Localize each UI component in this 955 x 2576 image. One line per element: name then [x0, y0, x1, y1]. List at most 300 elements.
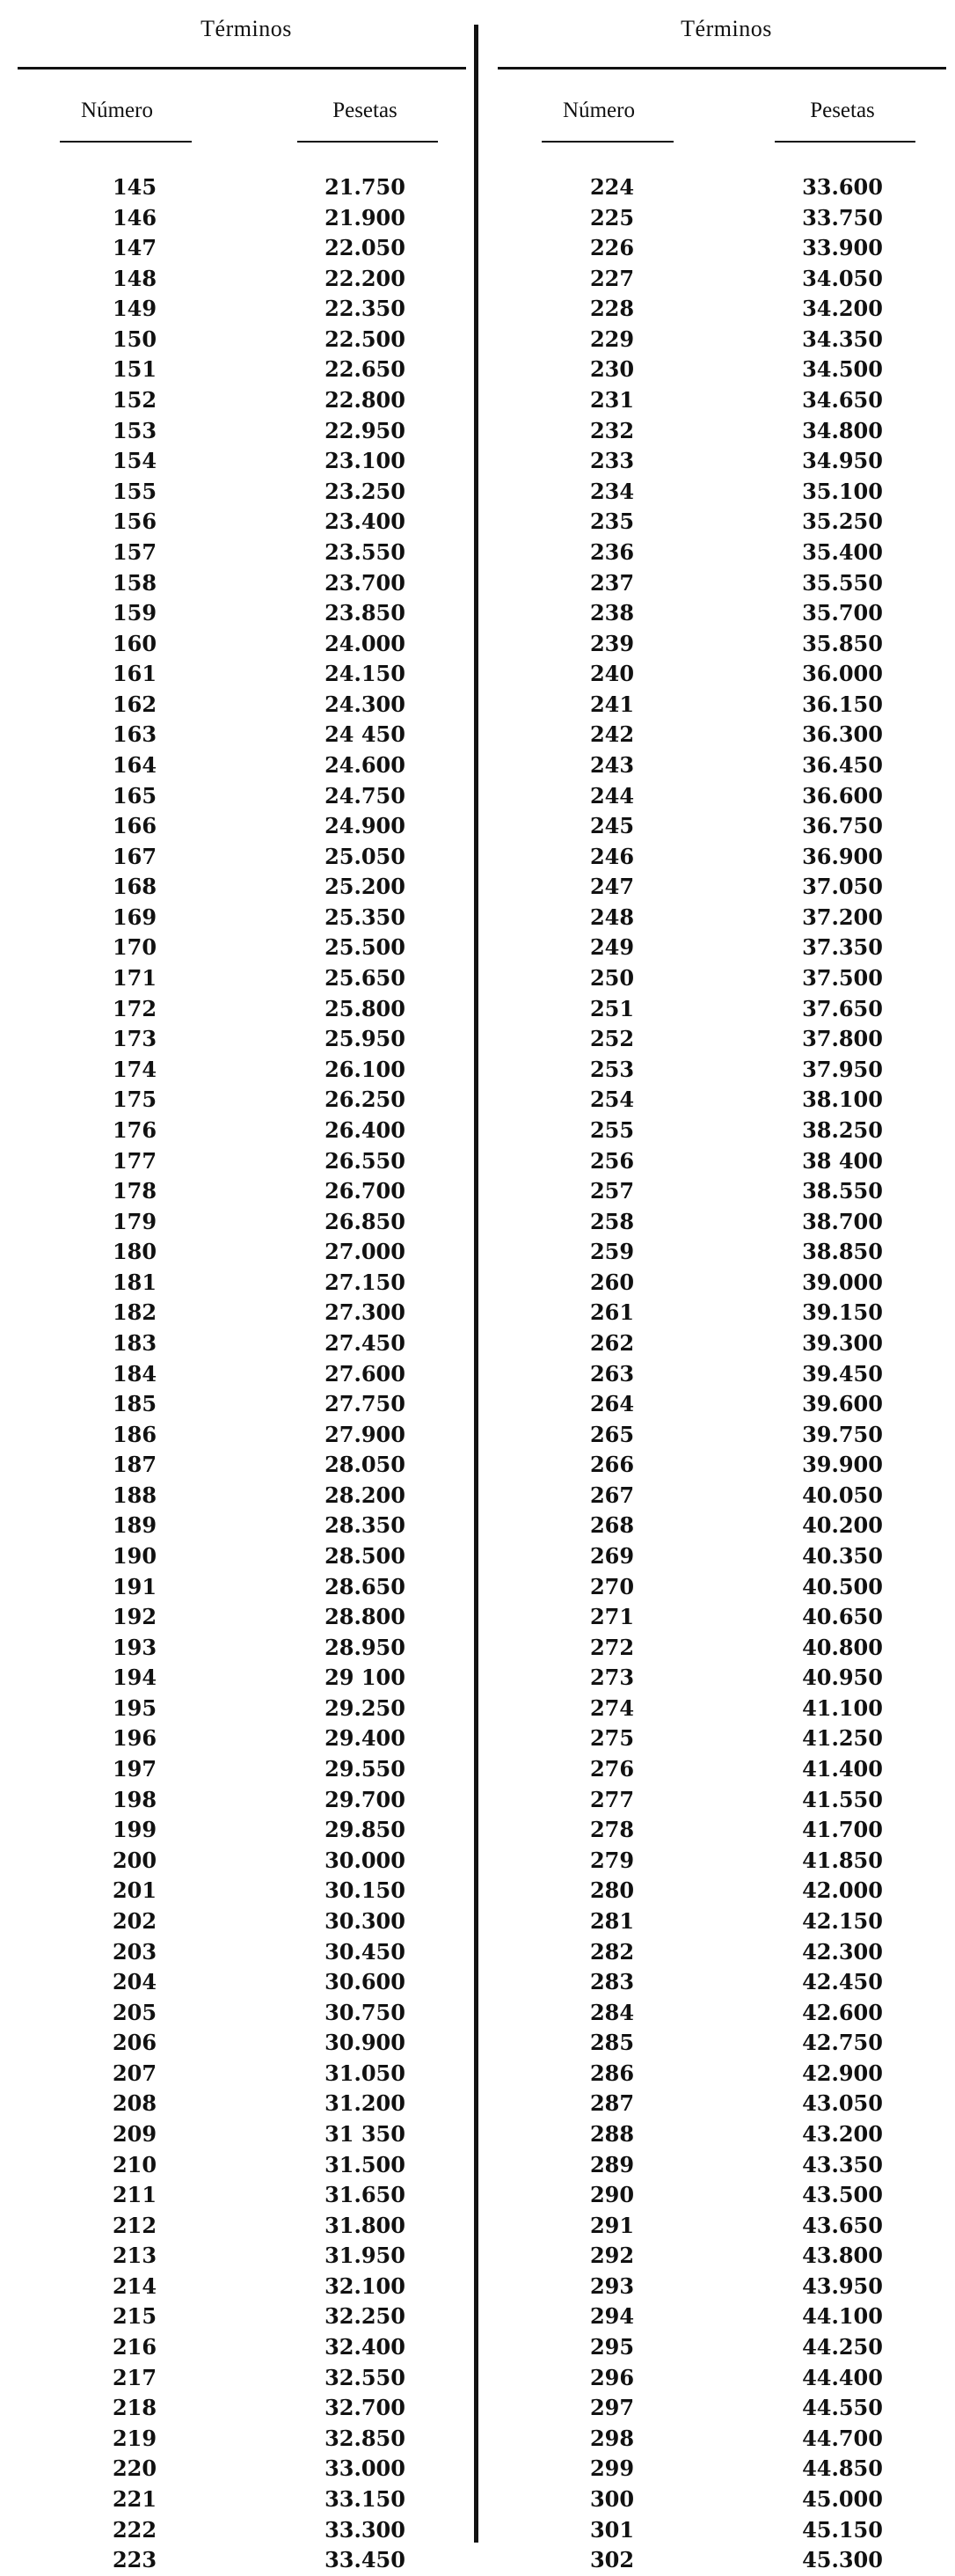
row-number: 229: [589, 326, 635, 352]
row-number: 272: [589, 1634, 635, 1660]
column-header-pesetas: Pesetas: [810, 99, 875, 122]
column-header-number: Número: [81, 99, 153, 122]
row-number: 150: [112, 326, 157, 352]
group-title: Términos: [200, 16, 292, 41]
table-row: [498, 1906, 955, 1937]
row-pesetas: 33.150: [324, 2485, 405, 2512]
row-number: 206: [112, 2030, 157, 2056]
table-row: [18, 1723, 475, 1754]
row-number: 167: [112, 843, 157, 869]
table-row: [18, 355, 475, 385]
table-row: [18, 2424, 475, 2455]
row-number: 278: [589, 1817, 635, 1843]
row-number: 180: [112, 1239, 157, 1265]
table-row: [18, 2332, 475, 2363]
table-row: [18, 994, 475, 1025]
row-pesetas: 36.900: [802, 843, 883, 869]
table-row: [18, 659, 475, 690]
row-pesetas: 32.400: [324, 2334, 405, 2360]
row-pesetas: 33.900: [802, 235, 883, 261]
row-pesetas: 27.150: [324, 1269, 405, 1295]
row-number: 264: [589, 1391, 635, 1417]
row-pesetas: 30.150: [324, 1877, 405, 1904]
row-number: 204: [112, 1969, 157, 1995]
row-number: 294: [589, 2303, 635, 2330]
table-row: [18, 2211, 475, 2242]
row-number: 222: [112, 2516, 157, 2543]
table-row: [18, 811, 475, 842]
row-number: 252: [589, 1026, 635, 1052]
table-row: [498, 2515, 955, 2546]
row-pesetas: 29.400: [324, 1725, 405, 1752]
table-row: [498, 872, 955, 903]
row-number: 281: [589, 1907, 635, 1934]
row-number: 247: [589, 874, 635, 900]
table-row: [18, 2028, 475, 2059]
row-number: 249: [589, 934, 635, 961]
row-pesetas: 40.500: [802, 1573, 883, 1599]
row-pesetas: 28.800: [324, 1604, 405, 1630]
row-pesetas: 42.600: [802, 1999, 883, 2025]
table-row: [498, 2485, 955, 2515]
row-number: 262: [589, 1329, 635, 1356]
row-pesetas: 36.150: [802, 691, 883, 717]
row-number: 212: [112, 2212, 157, 2238]
row-pesetas: 23.400: [324, 509, 405, 535]
table-row: [18, 446, 475, 477]
row-pesetas: 39.600: [802, 1391, 883, 1417]
row-pesetas: 31 350: [324, 2121, 405, 2147]
row-number: 207: [112, 2060, 157, 2086]
table-row: [18, 1146, 475, 1177]
row-number: 216: [112, 2334, 157, 2360]
row-pesetas: 41.700: [802, 1817, 883, 1843]
row-number: 260: [589, 1269, 635, 1295]
row-pesetas: 37.500: [802, 965, 883, 992]
row-number: 191: [112, 1573, 157, 1599]
table-row: [498, 1846, 955, 1877]
row-number: 200: [112, 1847, 157, 1873]
table-row: [498, 2150, 955, 2181]
row-number: 179: [112, 1208, 157, 1234]
row-number: 208: [112, 2090, 157, 2117]
group-title: Términos: [681, 16, 772, 41]
table-row: [498, 2241, 955, 2272]
table-row: [498, 1207, 955, 1238]
row-number: 282: [589, 1938, 635, 1965]
table-row: [498, 1055, 955, 1086]
row-number: 242: [589, 721, 635, 748]
table-row: [18, 2454, 475, 2485]
table-row: [18, 1511, 475, 1541]
row-number: 211: [112, 2182, 157, 2208]
table-row: [498, 1663, 955, 1694]
row-pesetas: 27.300: [324, 1299, 405, 1326]
row-number: 183: [112, 1329, 157, 1356]
row-pesetas: 44.100: [802, 2303, 883, 2330]
row-number: 221: [112, 2485, 157, 2512]
table-row: [498, 294, 955, 325]
table-row: [18, 1389, 475, 1420]
row-pesetas: 32.850: [324, 2425, 405, 2451]
row-number: 202: [112, 1907, 157, 1934]
row-number: 161: [112, 661, 157, 687]
row-number: 184: [112, 1360, 157, 1387]
table-row: [498, 1633, 955, 1664]
row-pesetas: 31.950: [324, 2243, 405, 2269]
row-pesetas: 41.850: [802, 1847, 883, 1873]
table-row: [18, 1967, 475, 1998]
table-row: [498, 416, 955, 447]
row-number: 280: [589, 1877, 635, 1904]
row-pesetas: 28.200: [324, 1482, 405, 1508]
table-row: [498, 1389, 955, 1420]
table-row: [18, 1055, 475, 1086]
table-row: [18, 2485, 475, 2515]
row-number: 219: [112, 2425, 157, 2451]
table-row: [18, 1450, 475, 1481]
row-number: 168: [112, 874, 157, 900]
table-row: [498, 2363, 955, 2394]
table-row: [498, 1298, 955, 1328]
table-row: [498, 355, 955, 385]
row-pesetas: 45.150: [802, 2516, 883, 2543]
table-row: [18, 1085, 475, 1116]
table-row: [18, 1785, 475, 1816]
row-number: 271: [589, 1604, 635, 1630]
table-row: [498, 1785, 955, 1816]
table-row: [498, 2272, 955, 2302]
row-pesetas: 37.950: [802, 1056, 883, 1082]
table-row: [498, 2332, 955, 2363]
table-row: [498, 1116, 955, 1146]
row-pesetas: 37.800: [802, 1026, 883, 1052]
row-pesetas: 33.000: [324, 2455, 405, 2482]
row-number: 284: [589, 1999, 635, 2025]
table-row: [498, 2545, 955, 2576]
table-row: [498, 2302, 955, 2332]
table-row: [18, 233, 475, 264]
row-pesetas: 26.700: [324, 1178, 405, 1204]
row-number: 188: [112, 1482, 157, 1508]
row-number: 187: [112, 1452, 157, 1478]
row-number: 156: [112, 509, 157, 535]
table-row: [18, 933, 475, 963]
table-row: [498, 2059, 955, 2089]
table-row: [498, 1024, 955, 1055]
row-number: 163: [112, 721, 157, 748]
row-pesetas: 42.300: [802, 1938, 883, 1965]
row-number: 283: [589, 1969, 635, 1995]
row-number: 287: [589, 2090, 635, 2117]
row-number: 197: [112, 1756, 157, 1782]
row-pesetas: 40.950: [802, 1665, 883, 1691]
row-pesetas: 27.750: [324, 1391, 405, 1417]
table-row: [498, 2180, 955, 2211]
row-number: 291: [589, 2212, 635, 2238]
row-number: 203: [112, 1938, 157, 1965]
row-pesetas: 43.800: [802, 2243, 883, 2269]
table-row: [498, 507, 955, 538]
row-pesetas: 26.250: [324, 1087, 405, 1113]
table-row: [498, 2424, 955, 2455]
row-pesetas: 26.100: [324, 1056, 405, 1082]
row-number: 154: [112, 448, 157, 474]
row-pesetas: 44.250: [802, 2334, 883, 2360]
row-pesetas: 38.100: [802, 1087, 883, 1113]
table-row: [18, 720, 475, 750]
row-number: 151: [112, 356, 157, 383]
row-pesetas: 40.200: [802, 1512, 883, 1539]
row-pesetas: 25.500: [324, 934, 405, 961]
table-row: [498, 568, 955, 599]
row-pesetas: 40.050: [802, 1482, 883, 1508]
table-row: [18, 1359, 475, 1390]
table-row: [498, 963, 955, 994]
row-pesetas: 32.700: [324, 2395, 405, 2421]
row-pesetas: 39.900: [802, 1452, 883, 1478]
table-row: [498, 842, 955, 873]
row-number: 298: [589, 2425, 635, 2451]
row-pesetas: 22.650: [324, 356, 405, 383]
row-number: 258: [589, 1208, 635, 1234]
row-pesetas: 30.750: [324, 1999, 405, 2025]
row-pesetas: 22.800: [324, 387, 405, 413]
table-row: [18, 1481, 475, 1511]
table-row: [498, 1328, 955, 1359]
row-number: 170: [112, 934, 157, 961]
table-row: [498, 172, 955, 203]
row-pesetas: 25.800: [324, 995, 405, 1021]
row-number: 190: [112, 1543, 157, 1570]
row-number: 214: [112, 2272, 157, 2299]
table-row: [498, 1602, 955, 1633]
table-row: [498, 1450, 955, 1481]
row-number: 226: [589, 235, 635, 261]
row-number: 171: [112, 965, 157, 992]
table-row: [498, 2393, 955, 2424]
table-row: [498, 781, 955, 812]
row-number: 266: [589, 1452, 635, 1478]
row-number: 290: [589, 2182, 635, 2208]
row-number: 194: [112, 1665, 157, 1691]
table-row: [18, 1998, 475, 2029]
row-number: 223: [112, 2547, 157, 2573]
table-row: [18, 1237, 475, 1268]
row-pesetas: 27.900: [324, 1421, 405, 1447]
row-pesetas: 28.050: [324, 1452, 405, 1478]
row-pesetas: 29.550: [324, 1756, 405, 1782]
row-number: 237: [589, 569, 635, 596]
table-row: [18, 325, 475, 355]
table-row: [18, 1754, 475, 1785]
row-pesetas: 34.200: [802, 296, 883, 322]
table-row: [18, 963, 475, 994]
table-row: [18, 416, 475, 447]
table-row: [18, 872, 475, 903]
table-row: [18, 1420, 475, 1451]
row-pesetas: 40.350: [802, 1543, 883, 1570]
row-number: 201: [112, 1877, 157, 1904]
table-row: [18, 1663, 475, 1694]
row-number: 243: [589, 751, 635, 778]
row-pesetas: 37.650: [802, 995, 883, 1021]
row-pesetas: 35.250: [802, 509, 883, 535]
row-pesetas: 32.550: [324, 2364, 405, 2390]
row-number: 267: [589, 1482, 635, 1508]
row-number: 245: [589, 813, 635, 839]
left-table-body: [18, 172, 475, 2576]
row-number: 269: [589, 1543, 635, 1570]
row-number: 273: [589, 1665, 635, 1691]
table-row: [498, 1541, 955, 1572]
row-pesetas: 30.450: [324, 1938, 405, 1965]
table-row: [498, 1085, 955, 1116]
row-number: 228: [589, 296, 635, 322]
row-number: 250: [589, 965, 635, 992]
row-pesetas: 29.850: [324, 1817, 405, 1843]
row-number: 293: [589, 2272, 635, 2299]
row-number: 279: [589, 1847, 635, 1873]
table-row: [18, 1176, 475, 1207]
table-row: [18, 2363, 475, 2394]
table-row: [18, 1906, 475, 1937]
row-pesetas: 26.550: [324, 1147, 405, 1174]
row-number: 185: [112, 1391, 157, 1417]
row-number: 265: [589, 1421, 635, 1447]
table-row: [18, 1937, 475, 1968]
table-row: [18, 2241, 475, 2272]
table-row: [18, 2393, 475, 2424]
row-number: 169: [112, 904, 157, 930]
row-pesetas: 33.450: [324, 2547, 405, 2573]
table-row: [18, 2180, 475, 2211]
table-row: [18, 2302, 475, 2332]
table-row: [498, 659, 955, 690]
row-number: 236: [589, 538, 635, 565]
row-pesetas: 30.600: [324, 1969, 405, 1995]
row-number: 296: [589, 2364, 635, 2390]
row-pesetas: 28.950: [324, 1634, 405, 1660]
row-pesetas: 24.900: [324, 813, 405, 839]
row-number: 270: [589, 1573, 635, 1599]
row-pesetas: 23.250: [324, 478, 405, 504]
table-row: [498, 1268, 955, 1299]
table-row: [18, 1268, 475, 1299]
table-row: [18, 1116, 475, 1146]
row-pesetas: 22.950: [324, 417, 405, 443]
row-pesetas: 39.000: [802, 1269, 883, 1295]
row-pesetas: 28.500: [324, 1543, 405, 1570]
table-row: [18, 2119, 475, 2150]
row-pesetas: 35.400: [802, 538, 883, 565]
table-row: [18, 1846, 475, 1877]
row-pesetas: 44.400: [802, 2364, 883, 2390]
row-number: 274: [589, 1694, 635, 1721]
table-row: [18, 781, 475, 812]
row-pesetas: 34.500: [802, 356, 883, 383]
row-pesetas: 23.700: [324, 569, 405, 596]
row-number: 225: [589, 204, 635, 231]
table-row: [18, 2515, 475, 2546]
row-number: 268: [589, 1512, 635, 1539]
row-number: 244: [589, 782, 635, 809]
row-number: 218: [112, 2395, 157, 2421]
row-pesetas: 30.000: [324, 1847, 405, 1873]
row-pesetas: 25.050: [324, 843, 405, 869]
table-row: [18, 1572, 475, 1603]
row-number: 234: [589, 478, 635, 504]
row-pesetas: 37.050: [802, 874, 883, 900]
row-number: 235: [589, 509, 635, 535]
group-title-rule: [498, 67, 946, 70]
row-pesetas: 43.650: [802, 2212, 883, 2238]
row-pesetas: 42.000: [802, 1877, 883, 1904]
table-row: [18, 2545, 475, 2576]
table-row: [498, 903, 955, 933]
row-number: 193: [112, 1634, 157, 1660]
row-number: 285: [589, 2030, 635, 2056]
row-pesetas: 43.050: [802, 2090, 883, 2117]
row-pesetas: 38.550: [802, 1178, 883, 1204]
row-pesetas: 36.600: [802, 782, 883, 809]
table-row: [498, 538, 955, 568]
row-number: 164: [112, 751, 157, 778]
row-number: 256: [589, 1147, 635, 1174]
table-row: [18, 903, 475, 933]
table-row: [498, 1967, 955, 1998]
row-number: 155: [112, 478, 157, 504]
row-pesetas: 41.100: [802, 1694, 883, 1721]
row-pesetas: 43.200: [802, 2121, 883, 2147]
table-row: [498, 1694, 955, 1724]
row-number: 253: [589, 1056, 635, 1082]
row-number: 288: [589, 2121, 635, 2147]
table-row: [18, 629, 475, 660]
row-pesetas: 33.300: [324, 2516, 405, 2543]
row-pesetas: 34.650: [802, 387, 883, 413]
row-number: 299: [589, 2455, 635, 2482]
row-pesetas: 27.000: [324, 1239, 405, 1265]
row-pesetas: 37.350: [802, 934, 883, 961]
row-number: 224: [589, 174, 635, 200]
row-pesetas: 41.250: [802, 1725, 883, 1752]
row-pesetas: 24.150: [324, 661, 405, 687]
row-pesetas: 35.700: [802, 600, 883, 626]
table-row: [18, 568, 475, 599]
table-row: [18, 1024, 475, 1055]
row-pesetas: 44.550: [802, 2395, 883, 2421]
table-row: [498, 1572, 955, 1603]
row-pesetas: 22.050: [324, 235, 405, 261]
row-pesetas: 42.900: [802, 2060, 883, 2086]
row-number: 195: [112, 1694, 157, 1721]
row-pesetas: 34.800: [802, 417, 883, 443]
table-row: [498, 933, 955, 963]
table-row: [498, 1237, 955, 1268]
row-pesetas: 31.650: [324, 2182, 405, 2208]
table-row: [18, 1815, 475, 1846]
table-row: [18, 264, 475, 295]
table-row: [18, 2089, 475, 2119]
row-pesetas: 26.400: [324, 1116, 405, 1143]
table-row: [498, 1146, 955, 1177]
row-pesetas: 23.100: [324, 448, 405, 474]
table-row: [498, 629, 955, 660]
row-pesetas: 27.450: [324, 1329, 405, 1356]
row-number: 292: [589, 2243, 635, 2269]
row-number: 159: [112, 600, 157, 626]
